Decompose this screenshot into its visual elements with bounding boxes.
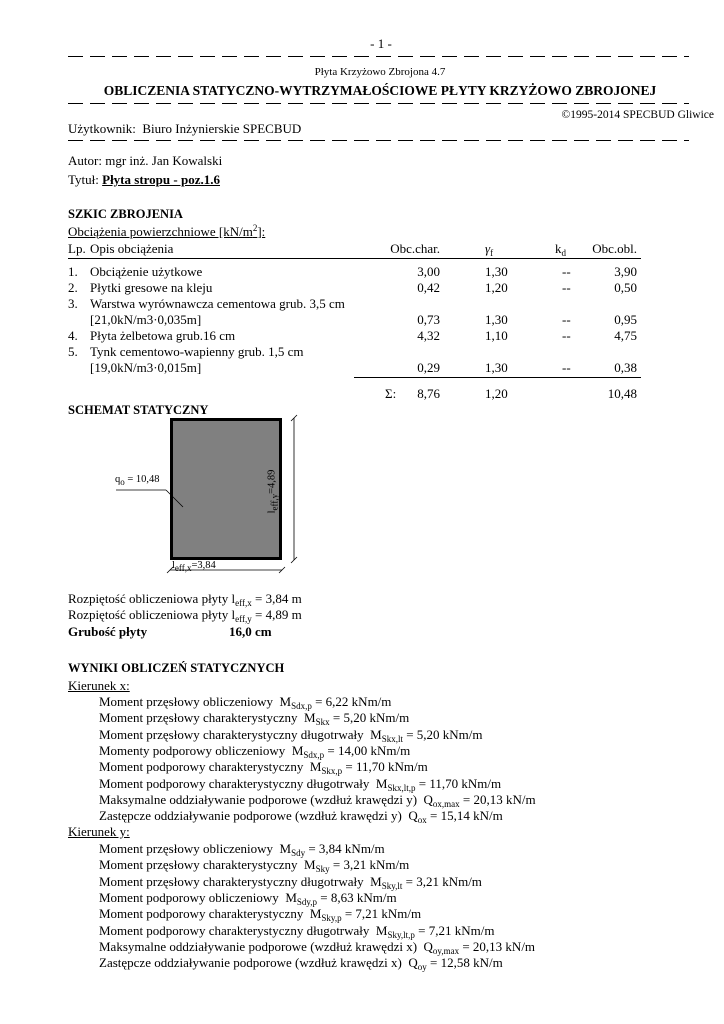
load-desc: Płytki gresowe na kleju [90,280,213,295]
result-value: = 12,58 kN/m [426,955,503,971]
result-symbol: Q [423,938,433,954]
header-divider-bottom [68,140,689,141]
result-subscript: Sdy,p [296,896,318,907]
result-value: = 15,14 kN/m [426,808,503,824]
result-subscript: Skx,lt,p [387,782,416,793]
page-number: - 1 - [370,36,392,51]
scheme-section-title: SCHEMAT STATYCZNY [68,403,209,417]
result-value: = 20,13 kN/m [459,938,536,954]
thickness-label: Grubość płyty [68,624,148,639]
user-value: Biuro Inżynierskie SPECBUD [142,121,302,136]
span-y-line: Rozpiętość obliczeniowa płyty $l_{eff,y} = 4,89$ m [68,607,302,624]
result-symbol: Q [408,808,418,824]
load-gamma: 1,20 [485,280,508,295]
result-row [99,955,503,971]
result-subscript: Sdx,p [303,749,325,760]
result-subscript: Sdx,p [291,701,312,711]
load-lp: 1. [68,264,78,279]
result-text: Moment podporowy charakterystyczny długotrwały [99,922,370,938]
col-obl: Obc.obl. [592,241,637,256]
result-text: Moment podporowy charakterystyczny długotrwały [99,775,370,791]
results-section-title: WYNIKI OBLICZEŃ STATYCZNYCH [68,661,285,675]
col-char: Obc.char. [390,241,440,256]
header-divider-middle [68,103,689,104]
result-row [99,776,501,792]
direction-x-label: Kierunek x: [68,678,130,693]
result-row [99,841,385,857]
result-symbol: M [309,759,322,775]
result-text: Moment przęsłowy charakterystyczny długotrwały [99,726,364,742]
result-subscript: Skx,p [321,766,343,777]
load-kd: -- [562,360,571,375]
copyright: ©1995-2014 SPECBUD Gliwice [561,109,714,121]
load-kd: -- [562,264,571,279]
load-kd: -- [562,328,571,343]
result-symbol: M [304,710,316,726]
author-line [68,153,222,169]
dim-x-label: $l_{eff,x}=3,84$ [172,560,216,573]
result-symbol: Q [408,955,418,971]
user-label: Użytkownik: [68,121,136,136]
load-obl: 3,90 [614,264,637,279]
sum-char: 8,76 [417,386,440,401]
result-value: = 14,00 kNm/m [324,742,411,758]
result-row [99,694,391,710]
thickness-value: 16,0 cm [229,624,272,639]
result-text: Moment przęsłowy charakterystyczny [99,710,298,726]
document-title: OBLICZENIA STATYCZNO-WYTRZYMAŁOŚCIOWE PŁYTY KRZYŻOWO ZBROJONEJ [103,83,657,98]
author-label: Autor: [68,153,102,168]
result-symbol: Q [423,791,433,807]
result-text: Moment podporowy charakterystyczny [99,906,304,922]
result-symbol: M [285,889,297,905]
result-value: = 7,21 kNm/m [414,922,495,938]
slab-plate [172,420,280,558]
result-subscript: Sky,lt [381,880,403,891]
result-value: = 20,13 kN/m [459,791,536,807]
result-row [99,857,409,873]
load-char: 4,32 [417,328,440,343]
col-kd: $k_d$ [555,241,566,258]
result-symbol: M [279,694,292,709]
load-gamma: 1,30 [485,264,508,279]
load-desc: Obciążenie użytkowe [90,264,203,279]
result-value: = 11,70 kNm/m [415,775,502,791]
result-subscript: oy,max [432,945,460,956]
loads-subtitle: Obciążenia powierzchniowe $[kN/m^2]$: [68,223,266,239]
load-kd: -- [562,312,571,327]
loads-sum-row [0,386,724,402]
result-subscript: Sky [315,864,330,875]
load-obl: 0,95 [614,312,637,327]
load-desc: Warstwa wyrównawcza cementowa grub. 3,5 cm [90,296,345,311]
result-row [99,808,503,824]
result-row [99,923,494,939]
user-line [68,121,301,137]
result-text: Zastępcze oddziaływanie podporowe (wzdłuż krawędzi x) [99,955,402,971]
result-row [99,906,421,922]
result-value: = 3,21 kNm/m [329,857,410,873]
load-obl: 0,50 [614,280,637,295]
result-text: Moment przęsłowy obliczeniowy [99,694,274,709]
result-symbol: M [291,742,304,758]
load-char: 0,29 [417,360,440,375]
loads-section-title: SZKIC ZBROJENIA [68,207,183,221]
load-lp: 3. [68,296,78,311]
result-symbol: M [375,922,388,938]
load-desc: Płyta żelbetowa grub.16 cm [90,328,236,343]
program-name: Płyta Krzyżowo Zbrojona 4.7 [314,66,446,78]
result-row [99,890,397,906]
load-kd: -- [562,280,571,295]
result-value: = 8,63 kNm/m [317,889,397,905]
col-lp: Lp. [68,241,86,256]
result-subscript: Skx [315,717,330,728]
result-symbol: M [370,873,382,889]
load-desc-detail: [19,0kN/m3·0,015m] [90,360,202,375]
result-row [99,759,428,775]
result-value: = 7,21 kNm/m [341,906,422,922]
result-subscript: ox,max [432,798,460,809]
sum-symbol: Σ: [385,386,397,401]
load-obl: 0,38 [614,360,637,375]
result-row [99,939,535,955]
col-desc: Opis obciążenia [90,241,174,256]
header-divider-top [68,56,689,57]
result-text: Maksymalne oddziaływanie podporowe (wzdłuż krawędzi x) [99,938,418,954]
author-value: mgr inż. Jan Kowalski [105,153,223,168]
result-symbol: M [375,775,388,791]
result-row [99,727,483,743]
result-symbol: M [370,726,382,742]
result-text: Momenty podporowy obliczeniowy [99,742,286,758]
title-line [68,172,220,188]
result-subscript: Sky,p [321,913,342,924]
loads-header-rule [68,258,641,259]
direction-y-label: Kierunek y: [68,824,130,839]
result-text: Moment przęsłowy obliczeniowy [99,841,274,856]
sum-gamma: 1,20 [485,386,508,401]
result-text: Zastępcze oddziaływanie podporowe (wzdłuż krawędzi y) [99,808,402,824]
result-text: Maksymalne oddziaływanie podporowe (wzdłuż krawędzi y) [99,791,418,807]
result-symbol: M [309,906,322,922]
load-lp: 2. [68,280,78,295]
result-subscript: Skx,lt [381,733,403,744]
result-text: Moment podporowy charakterystyczny [99,759,304,775]
result-symbol: M [279,841,292,856]
load-lp: 4. [68,328,78,343]
result-symbol: M [304,857,316,873]
result-subscript: oy [417,962,427,973]
result-value: = 11,70 kNm/m [342,759,428,775]
result-subscript: ox [417,815,427,826]
load-gamma: 1,30 [485,360,508,375]
result-value: = 6,22 kNm/m [311,694,392,709]
load-gamma: 1,30 [485,312,508,327]
load-char: 0,73 [417,312,440,327]
result-text: Moment przęsłowy charakterystyczny długotrwały [99,873,364,889]
title-label: Tytuł: [68,172,99,187]
loads-sum-rule [354,377,641,378]
result-text: Moment przęsłowy charakterystyczny [99,857,298,873]
sum-obl: 10,48 [607,386,637,401]
load-char: 0,42 [417,280,440,295]
dim-y-label: $l_{eff,y}=4,89$ [266,469,280,514]
result-row [99,792,536,808]
load-lp: 5. [68,344,78,359]
result-value: = 5,20 kNm/m [402,726,483,742]
load-obl: 4,75 [614,328,637,343]
slab-edge-left [170,418,173,560]
load-char: 3,00 [417,264,440,279]
load-desc-detail: [21,0kN/m3·0,035m] [90,312,202,327]
result-subscript: Sdy [291,848,306,858]
result-subscript: Sky,lt,p [387,929,415,940]
load-label: $q_o = 10,48$ [115,474,160,487]
result-row [99,874,482,890]
col-gamma: $\gamma_f$ [485,241,494,258]
slab-edge-right [279,418,282,560]
loads-table-header [0,241,724,257]
result-value: = 3,21 kNm/m [402,873,482,889]
slab-edge-top [170,418,282,421]
result-value: = 3,84 kNm/m [305,841,385,856]
load-gamma: 1,10 [485,328,508,343]
span-x-line: Rozpiętość obliczeniowa płyty $l_{eff,x} = 3,84$ m [68,591,302,608]
result-value: = 5,20 kNm/m [329,710,410,726]
load-desc: Tynk cementowo-wapienny grub. 1,5 cm [90,344,304,359]
result-row [99,743,410,759]
result-text: Moment podporowy obliczeniowy [99,889,279,905]
result-row [99,710,409,726]
title-value: Płyta stropu - poz.1.6 [102,172,220,187]
